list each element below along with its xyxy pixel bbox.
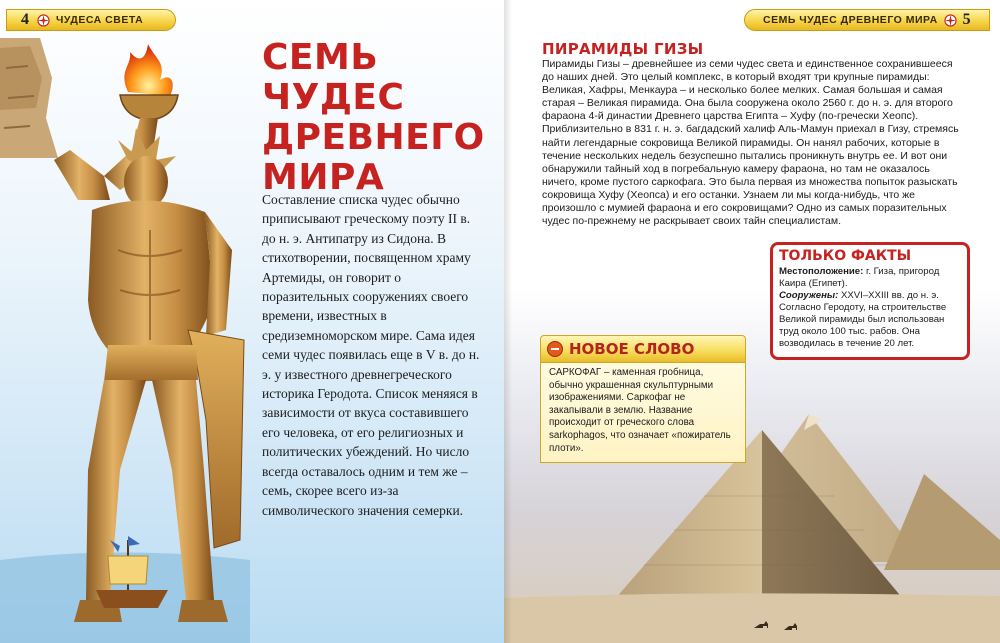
left-running-header xyxy=(6,9,176,31)
left-section-title: ЧУДЕСА СВЕТА xyxy=(56,14,144,26)
facts-built-value: XXVI–XXIII вв. до н. э. Согласно Геродоту, на строительстве Великой пирамиды был использован труд около 100 тыс. рабов. Она возводилась в течение 20 лет. xyxy=(779,290,947,349)
title-line: ДРЕВНЕГО xyxy=(262,117,485,158)
new-word-text: САРКОФАГ – каменная гробница, обычно украшенная скульптурными изображениями. Саркофаг не закапывали в землю. Название происходит от греческого слова sarkophagos, что означает «пожиратель плоти». xyxy=(549,367,731,454)
pyramids-paragraph: Пирамиды Гизы – древнейшее из семи чудес света и единственное сохранившееся до наших дней. Это целый комплекс, в который входят три крупные пирамиды: Великая, Хафры, Менкаура – и несколько более мелких. Самая большая и самая старая – Великая пирамида. Она была сооружена около 2560 г. до н. э. для второго фараона 4-й династии Древнего царства Египта – Хуфу (по-гречески Хеопс). Приблизительно в 831 г. н. э. багдадский халиф Аль-Мамун приехал в Гизу, стремясь найти легендарные сокровища Великой пирамиды. Он нанял рабочих, которые в течение нескольких недель безуспешно пытались проникнуть внутрь ее. И вот они обнаружили тайный ход в погребальную камеру фараона, но там не оказалось ничего, кроме пустого саркофага. Это была первая из множества попыток разыскать сокровища Хуфу (Хеопса) и его останки. Узнаем ли мы когда-нибудь, что же произошло с мумией фараона и его сокровищами? Одно из самых поразительных чудес по-прежнему не раскрывает своих тайн специалистам. xyxy=(542,58,959,228)
facts-box xyxy=(770,242,970,360)
facts-location-value: г. Гиза, пригород Каира (Египет). xyxy=(779,266,940,289)
compass-rose-icon xyxy=(944,14,957,27)
right-page-number: 5 xyxy=(962,11,971,28)
page-gutter-shadow xyxy=(504,0,512,643)
title-line: ЧУДЕС xyxy=(262,77,405,118)
right-section-title: СЕМЬ ЧУДЕС ДРЕВНЕГО МИРА xyxy=(763,14,938,26)
facts-text xyxy=(779,266,961,350)
section-title-pyramids: ПИРАМИДЫ ГИЗЫ xyxy=(542,40,704,58)
facts-built-label: Сооружены: xyxy=(779,290,839,301)
minus-circle-icon xyxy=(547,341,563,357)
new-word-title: НОВОЕ СЛОВО xyxy=(569,340,695,358)
title-line: СЕМЬ xyxy=(262,37,379,78)
new-word-header xyxy=(540,335,746,363)
page-title xyxy=(262,38,492,198)
compass-rose-icon xyxy=(37,14,50,27)
title-line: МИРА xyxy=(262,157,385,198)
new-word-box xyxy=(540,335,746,463)
right-running-header xyxy=(744,9,990,31)
new-word-body xyxy=(540,363,746,463)
colossus-of-rhodes-illustration xyxy=(0,0,250,643)
intro-paragraph: Составление списка чудес обычно приписывают греческому поэту II в. до н. э. Антипатру из Сидона. В стихотворении, посвященном храму Артемиды, он говорит о поразительных сооружениях своего времени, известных в средиземноморском мире. Сама идея семи чудес появилась еще в V в. до н. э. у известного древнегреческого историка Геродота. Список меняяся в зависимости от вкуса составившего его человека, от его религиозных и политических убеждений. Но число всегда оставалось одним и тем же – семь, скорее всего из-за символического значения семерки. xyxy=(262,192,480,518)
facts-title: ТОЛЬКО ФАКТЫ xyxy=(779,248,912,264)
facts-location-label: Местоположение: xyxy=(779,266,864,277)
left-page-number: 4 xyxy=(21,11,29,28)
